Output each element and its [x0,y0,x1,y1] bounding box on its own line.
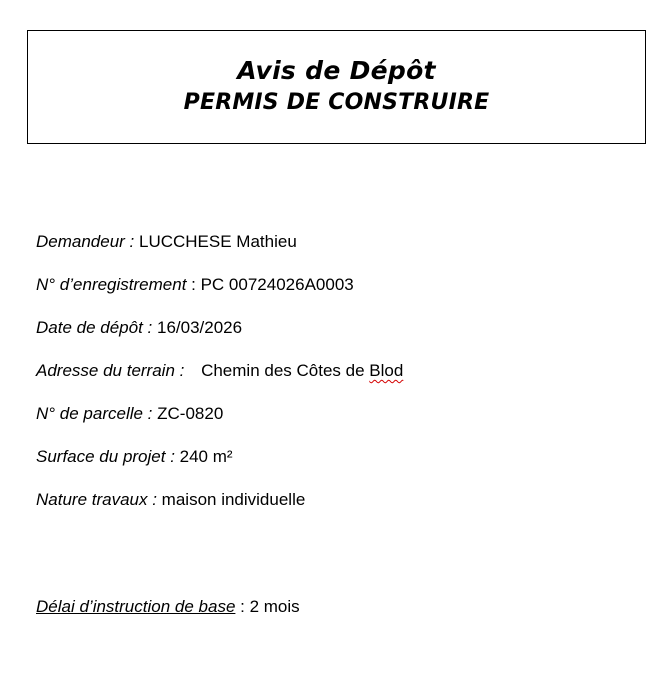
label-demandeur: Demandeur : [36,232,139,251]
value-enregistrement: PC 00724026A0003 [200,275,354,294]
label-surface: Surface du projet : [36,447,180,466]
value-demandeur: LUCCHESE Mathieu [139,232,297,251]
value-surface: 240 m² [179,447,233,466]
title-box [27,30,646,144]
label-enregistrement: N° d’enregistrement [36,275,187,294]
field-demandeur [36,231,297,253]
document-subtitle: PERMIS DE CONSTRUIRE [183,90,490,115]
label-adresse: Adresse du terrain : [36,361,190,380]
field-surface [36,446,233,468]
separator-enregistrement: : [186,275,201,294]
field-parcelle [36,403,223,425]
label-nature: Nature travaux : [36,490,162,509]
value-parcelle: ZC-0820 [157,404,224,423]
field-delai [36,596,300,618]
field-date-depot [36,317,242,339]
field-nature [36,489,305,511]
field-enregistrement [36,274,354,296]
separator-delai: : [235,597,250,616]
value-delai: 2 mois [249,597,300,616]
value-nature: maison individuelle [161,490,306,509]
field-adresse [36,360,403,382]
label-delai: Délai d’instruction de base [36,597,236,616]
label-date-depot: Date de dépôt : [36,318,157,337]
document-title: Avis de Dépôt [237,56,436,85]
label-parcelle: N° de parcelle : [36,404,158,423]
value-adresse: Chemin des Côtes de [201,361,370,380]
value-adresse-spellcheck-flagged: Blod [369,361,404,380]
value-date-depot: 16/03/2026 [156,318,243,337]
